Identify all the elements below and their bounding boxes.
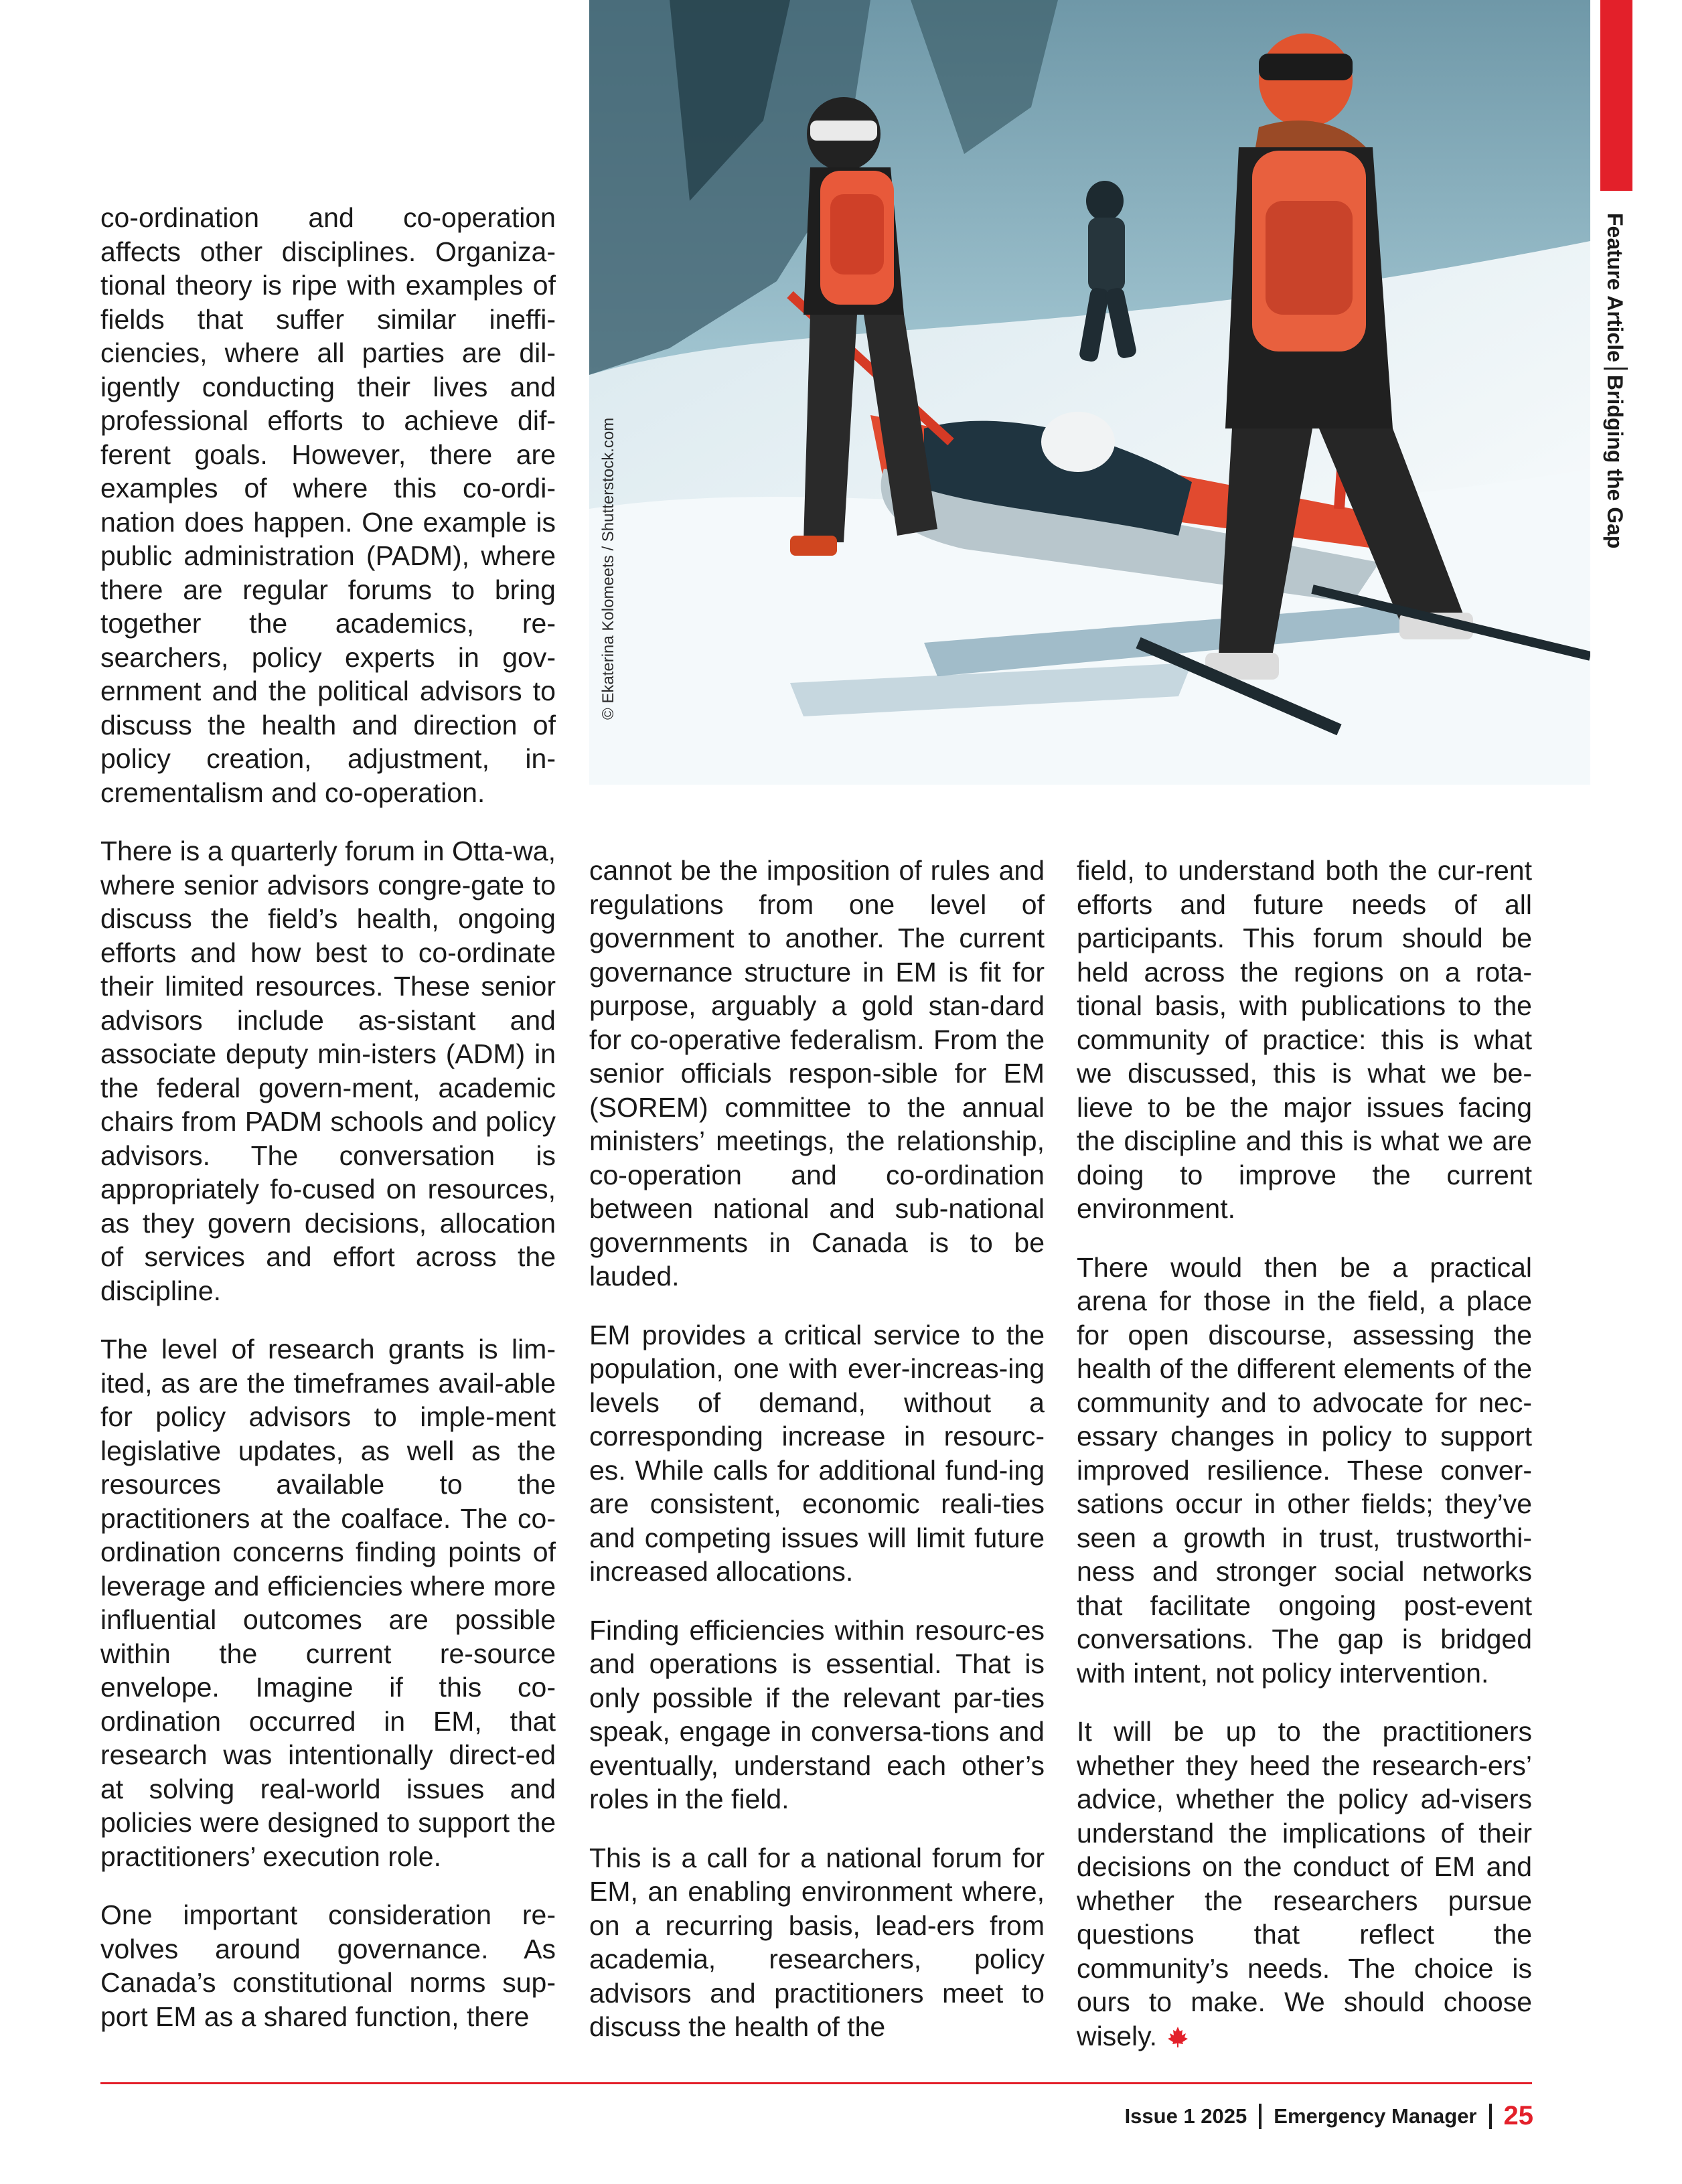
- article-series-title: Bridging the Gap: [1603, 374, 1627, 549]
- section-label: [1602, 213, 1628, 548]
- footer-divider: [1259, 2104, 1262, 2129]
- paragraph: One important consideration re-volves around governance. As Canada’s constitutional norms sup-port EM as a shared function, there: [100, 1899, 556, 2032]
- section-divider: [1604, 368, 1628, 370]
- paragraph: Finding efficiencies within resourc-es and operations is essential. That is only possible if the relevant par-ties speak, engage in conversa-tions and eventually, understand each other’s roles in the field.: [589, 1614, 1045, 1814]
- paragraph: field, to understand both the cur-rent efforts and future needs of all participants. This forum should be held across the regions on a rota-tional basis, with publications to the community of practice: this is what we discussed, this is what we be-lieve to be the major issues facing the discipline and this is what we are doing to improve the current environment.: [1077, 855, 1532, 1224]
- column-2: [589, 854, 1045, 2069]
- paragraph: There would then be a practical arena for those in the field, a place for open discourse, assessing the health of the different elements of the community and to advocate for nec-essary changes in policy to support improved resilience. These conver-sations occur in other fields; they’ve seen a growth in trust, trustworthi-ness and stronger social networks that facilitate ongoing post-event conversations. The gap is bridged with intent, not policy intervention.: [1077, 1251, 1532, 1689]
- paragraph: cannot be the imposition of rules and regulations from one level of government to another. The current governance structure in EM is fit for purpose, arguably a gold stan-dard for co-operative federalism. From the senior officials respon-sible for EM (SOREM) committee to the annual ministers’ meetings, the relationship, co-operation and co-ordination between national and sub-national governments in Canada is to be lauded.: [589, 855, 1045, 1292]
- paragraph: This is a call for a national forum for EM, an enabling environment where, on a recurring basis, lead-ers from academia, researchers, policy advisors and practitioners meet to discuss the health of the: [589, 1842, 1045, 2042]
- article-photo: [589, 0, 1590, 785]
- paragraph: The level of research grants is lim-ited, as are the timeframes avail-able for policy advisors to imple-ment legislative updates, as well as the resources available to the practitioners at the coalface. The co-ordination concerns finding points of leverage and efficiencies where more influential outcomes are possible within the current re-source envelope. Imagine if this co-ordination occurred in EM, that research was intentionally direct-ed at solving real-world issues and policies were designed to support the practitioners’ execution role.: [100, 1334, 556, 1872]
- column-1-top: [100, 201, 556, 834]
- paragraph: [1077, 1715, 1532, 2055]
- closing-text: It will be up to the practitioners whether they heed the research-ers’ advice, whether the policy ad-visers understand the implications of their decisions on the conduct of EM and whether the researchers pursue questions that reflect the community’s needs. The choice is ours to make. We should choose wisely.: [1077, 1716, 1532, 2051]
- section-name: Feature Article: [1603, 213, 1627, 362]
- section-tab: [1600, 0, 1632, 191]
- photo-credit: © Ekaterina Kolomeets / Shutterstock.com: [599, 417, 617, 720]
- paragraph: EM provides a critical service to the population, one with ever-increas-ing levels of demand, without a corresponding increase in resourc-es. While calls for additional fund-ing are consistent, economic reali-ties and competing issues will limit future increased allocations.: [589, 1319, 1045, 1587]
- issue-label: Issue 1 2025: [1124, 2104, 1247, 2128]
- paragraph: co-ordination and co-operation affects other disciplines. Organiza-tional theory is ripe with examples of fields that suffer similar ineffi-ciencies, where all parties are dil-igently conducting their lives and professional efforts to achieve dif-ferent goals. However, there are examples of where this co-ordi-nation does happen. One example is public administration (PADM), where there are regular forums to bring together the academics, re-searchers, policy experts in gov-ernment and the political advisors to discuss the health and direction of policy creation, adjustment, in-crementalism and co-operation.: [100, 202, 556, 808]
- page-number: 25: [1503, 2101, 1533, 2130]
- paragraph: There is a quarterly forum in Otta-wa, where senior advisors congre-gate to discuss the field’s health, ongoing efforts and how best to co-ordinate their limited resources. These senior advisors include as-sistant and associate deputy min-isters (ADM) in the federal govern-ment, academic chairs from PADM schools and policy advisors. The conversation is appropriately fo-cused on resources, as they govern decisions, allocation of services and effort across the discipline.: [100, 836, 556, 1306]
- page-footer: [1125, 2101, 1533, 2131]
- column-3: [1077, 854, 1532, 2080]
- publication-name: Emergency Manager: [1274, 2104, 1477, 2128]
- ski-patrol-rescue-image: [589, 0, 1590, 785]
- column-1: [100, 834, 556, 2058]
- footer-divider: [1489, 2104, 1492, 2129]
- maple-leaf-icon: [1166, 2022, 1189, 2056]
- footer-rule: [100, 2082, 1532, 2084]
